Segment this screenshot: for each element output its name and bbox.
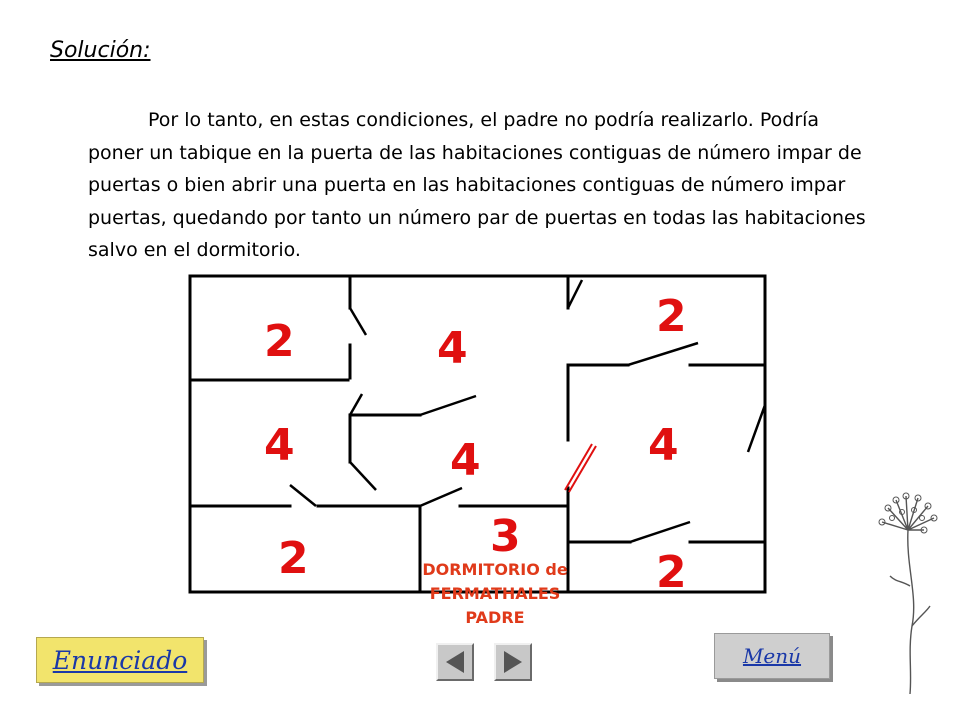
room-number-top-right: 2 — [656, 291, 687, 342]
room-number-mid-right: 4 — [648, 420, 679, 471]
enunciado-button[interactable]: Enunciado — [36, 637, 204, 683]
flower-decoration-icon — [868, 486, 948, 696]
menu-button[interactable]: Menú — [714, 633, 830, 679]
bedroom-label-line1: DORMITORIO de — [422, 560, 568, 579]
page-heading: Solución: — [50, 38, 151, 63]
room-number-top-left: 2 — [264, 316, 295, 367]
room-number-bedroom: 3 — [490, 511, 521, 562]
triangle-right-icon — [496, 645, 530, 679]
bedroom-label-line3: PADRE — [465, 608, 525, 627]
bedroom-label — [390, 558, 600, 630]
room-number-bottom-left: 2 — [278, 533, 309, 584]
solution-paragraph: Por lo tanto, en estas condiciones, el padre no podría realizarlo. Podría poner un tabique en la puerta de las habitaciones contiguas de número impar de puertas o bien abrir una puerta en las habitaciones contiguas de número impar puertas, quedando por tanto un número par de puertas en todas las habitaciones salvo en el dormitorio. — [88, 109, 866, 261]
room-number-mid-left: 4 — [264, 420, 295, 471]
bedroom-label-line2: FERMATHALES — [429, 584, 561, 603]
room-number-bottom-right: 2 — [656, 547, 687, 598]
new-door-marks — [565, 444, 596, 492]
plan-doors — [290, 280, 765, 542]
triangle-left-icon — [438, 645, 472, 679]
next-button[interactable] — [494, 643, 532, 681]
room-number-center: 4 — [450, 435, 481, 486]
room-number-top-middle: 4 — [437, 323, 468, 374]
previous-button[interactable] — [436, 643, 474, 681]
